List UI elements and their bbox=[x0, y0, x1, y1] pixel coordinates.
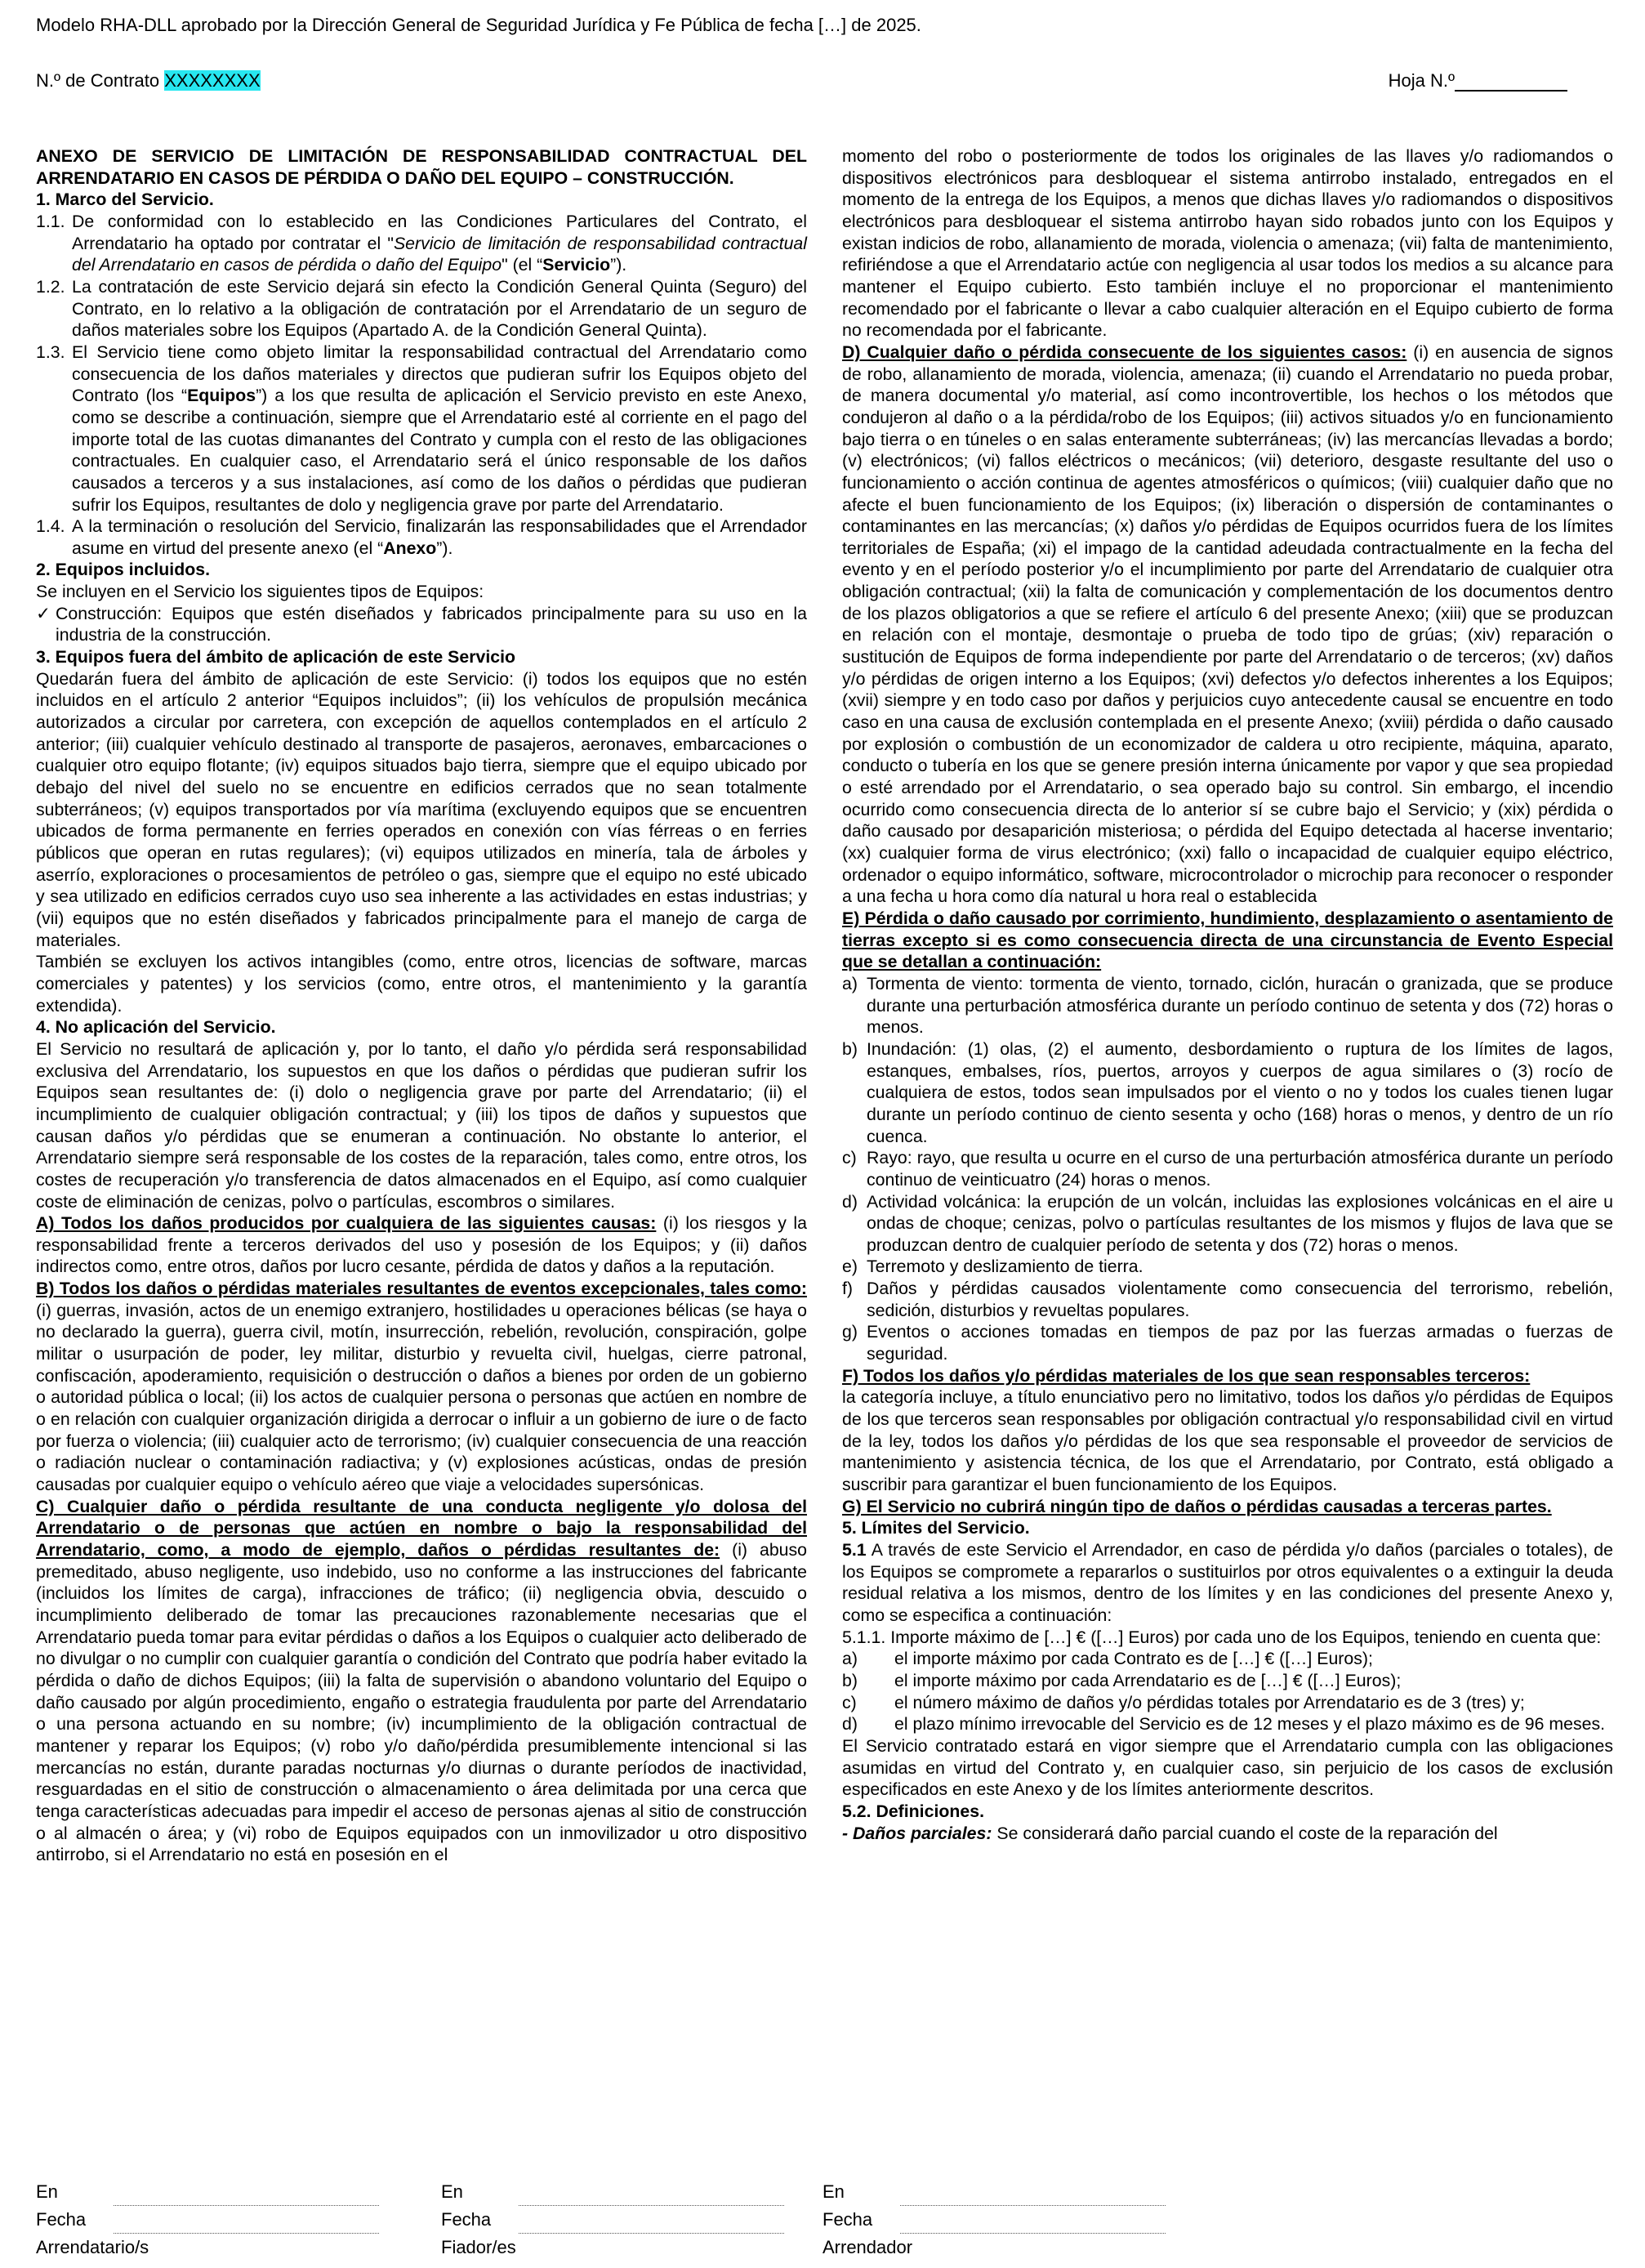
date-field[interactable] bbox=[900, 2215, 1166, 2234]
list-item bbox=[842, 1147, 1613, 1190]
clause-text: La contratación de este Servicio dejará sin efecto la Condición General Quinta (Seguro) del Contrato, en lo relativo a la obligación de contratación por el Arrendatario de un seguro de daños materiales sobre los Equipos (Apartado A. de la Condición General Quinta). bbox=[72, 276, 807, 341]
defined-term: Servicio bbox=[542, 255, 611, 275]
definition-text: Se considerará daño parcial cuando el coste de la reparación del bbox=[992, 1823, 1498, 1843]
list-text: Daños y pérdidas causados violentamente como consecuencia del terrorismo, rebelión, sedición, disturbios y revueltas populares. bbox=[867, 1279, 1613, 1320]
section-3-paragraph-2: También se excluyen los activos intangibles (como, entre otros, licencias de software, marcas comerciales y patentes) y los servicios (como, entre otros, el mantenimiento y la garantía extendida). bbox=[36, 952, 807, 1016]
clause-number: 1.3. bbox=[36, 342, 65, 362]
clause-5-1-1: 5.1.1. Importe máximo de […] € ([…] Euros) por cada uno de los Equipos, teniendo en cuenta que: bbox=[842, 1627, 1602, 1647]
item-text: Construcción: Equipos que estén diseñados y fabricados principalmente para su uso en la industria de la construcción. bbox=[56, 603, 807, 645]
list-text: Actividad volcánica: la erupción de un volcán, incluidas las explosiones volcánicas en el aire u ondas de choque; cenizas, polvo o partículas resultantes de los mismos y flujos de lava que se produzcan dentro de cualquier período de setenta y dos (72) horas o menos. bbox=[867, 1191, 1613, 1255]
defined-term: - Daños parciales: bbox=[842, 1823, 992, 1843]
contract-label: N.º de Contrato bbox=[36, 70, 165, 91]
exclusion-a bbox=[36, 1212, 807, 1278]
clause-1-1 bbox=[36, 211, 807, 276]
list-item bbox=[842, 1321, 1613, 1364]
list-marker: f) bbox=[842, 1279, 854, 1299]
clause-1-3 bbox=[36, 342, 807, 516]
list-text: Rayo: rayo, que resulta u ocurre en el curso de una perturbación atmosférica durante un período continuo de veinticuatro (24) horas o menos. bbox=[867, 1148, 1613, 1190]
list-item bbox=[842, 1648, 1613, 1670]
exclusion-c-text: (i) abuso premeditado, abuso negligente, uso indebido, uso no conforme a las instrucciones del fabricante (incluidos los límites de carga), infracciones de tráfico; (ii) negligencia obvia, descuido o incumplimiento deliberado de tomar las precauciones razonablemente necesarias que el Arrendatario pueda tomar para evitar pérdidas o daños a los Equipos o cualquier acto deliberado de no divulgar o no cumplir con cualquier garantía o condición del Contrato que podría haber evitado la pérdida o daño de dichos Equipos; (iii) la falta de supervisión o abandono voluntario del Equipo o daño causado por algún procedimiento, engaño o estrategia fraudulenta por parte del Arrendatario o una persona actuando en su nombre; (iv) incumplimiento de la obligación contractual de mantener y reparar los Equipos; (v) robo y/o daño/pérdida presumiblemente intencional si las mercancías no están, durante paradas nocturnas y/o diurnas o durante períodos de inactividad, resguardadas en el sitio de construcción o almacenamiento o área delimitada por una cerca que tenga características adecuadas para impedir el acceso de personas ajenas al sitio de construcción o al almacén o área; y (vi) robo de Equipos equipados con un inmovilizador u otro dispositivo antirrobo, si el Arrendatario no está en posesión en el bbox=[36, 1540, 807, 1865]
date-label: Fecha bbox=[822, 2209, 873, 2230]
right-column bbox=[842, 145, 1613, 1844]
left-column bbox=[36, 145, 807, 1866]
signature-block-lessor bbox=[822, 2178, 1166, 2261]
clause-5-2-heading: 5.2. Definiciones. bbox=[842, 1801, 984, 1821]
list-item bbox=[842, 1692, 1613, 1714]
clause-text: ”). bbox=[610, 255, 627, 275]
clause-number: 1.4. bbox=[36, 516, 65, 537]
special-events-list bbox=[842, 973, 1613, 1365]
list-text: el plazo mínimo irrevocable del Servicio es de 12 meses y el plazo máximo es de 96 meses. bbox=[894, 1714, 1606, 1734]
exclusion-b bbox=[36, 1278, 807, 1496]
section-5-heading: 5. Límites del Servicio. bbox=[842, 1518, 1030, 1538]
clause-1-4 bbox=[36, 516, 807, 559]
signatory-label: Fiador/es bbox=[441, 2237, 516, 2257]
signature-block-lessee bbox=[36, 2178, 379, 2261]
clause-5-1 bbox=[842, 1539, 1613, 1627]
section-5-paragraph: El Servicio contratado estará en vigor siempre que el Arrendatario cumpla con las obligaciones asumidas en virtud del Contrato y, en cualquier caso, sin perjuicio de los casos de exclusión especificados en este Anexo y de los límites anteriormente descritos. bbox=[842, 1735, 1613, 1800]
list-marker: a) bbox=[842, 1649, 858, 1669]
exclusion-c bbox=[36, 1496, 807, 1866]
exclusion-d-text: (i) en ausencia de signos de robo, allanamiento de morada, violencia, amenaza; (ii) cuando el Arrendatario no pueda probar, de manera documental y/o material, así como incontrovertible, los hechos o los métodos que condujeron al daño o a la pérdida/robo de los Equipos; (iii) activos situados y/o en funcionamiento bajo tierra o en túneles o en salas enteramente subterráneas; (iv) las mercancías llevadas a bordo; (v) electrónicos; (vi) fallos eléctricos o mecánicos; (vii) deterioro, desgaste resultante del uso o funcionamiento o acción continua de agentes atmosféricos o químicos; (viii) cualquier daño que no afecte el buen funcionamiento de los Equipos; (ix) liberación o dispersión de contaminantes o contaminantes en las mercancías; (x) daños y/o pérdidas de Equipos ocurridos fuera de los límites territoriales de España; (xi) el impago de la cantidad adeudada contractualmente en la fecha del evento y en el período posterior y/o el incumplimiento por parte del Arrendatario de cualquier otra obligación contractual; (xii) la falta de comunicación y complementación de los documentos dentro de los plazos obligatorios a que se refiere el artículo 6 del presente Anexo; (xiii) que se produzcan en relación con el montaje, desmontaje o prueba de todo tipo de grúas; (xiv) reparación o sustitución de Equipos de forma independiente por parte del Arrendatario o de terceros; (xv) daños y/o pérdidas de origen interno a los Equipos; (xvi) defectos y/o defectos inherentes a los Equipos; (xvii) siempre y en todo caso por daños y perjuicios cuyo antecedente causal se encuentre en todo caso en una causa de exclusión contemplada en el presente Anexo; (xviii) pérdida o daño causado por explosión o combustión de un economizador de caldera u otro recipiente, máquina, aparato, conducto o tubería en los que se genere presión interna únicamente por vapor y que sea propiedad o esté arrendado por el Arrendatario, o sea operado bajo su control. Sin embargo, el incendio ocurrido como consecuencia directa de lo anterior sí se cubre bajo el Servicio; y (xix) pérdida o daño causado por desaparición misteriosa; o pérdida del Equipo detectada al hacerse inventario; (xx) cualquier forma de virus electrónico; (xxi) fallo o incapacidad de cualquier equipo eléctrico, ordenador o equipo informático, software, microcontrolador o microchip para reconocer o responder a una fecha u hora como día natural u hora real o establecida bbox=[842, 342, 1613, 907]
list-marker: c) bbox=[842, 1148, 857, 1168]
date-field[interactable] bbox=[114, 2215, 379, 2234]
exclusion-a-text: (i) los riesgos y la responsabilidad frente a terceros derivados del uso y posesión de los Equipos; y (ii) daños indirectos como, entre otros, daños por lucro cesante, pérdida de datos y daños a la reputación. bbox=[36, 1213, 807, 1277]
list-item bbox=[842, 973, 1613, 1038]
list-text: Eventos o acciones tomadas en tiempos de paz por las fuerzas armadas o fuerzas de seguridad. bbox=[867, 1322, 1613, 1364]
clause-text: " (el “ bbox=[502, 255, 543, 275]
list-marker: g) bbox=[842, 1322, 858, 1342]
list-marker: d) bbox=[842, 1191, 858, 1212]
exclusion-c-heading: C) Cualquier daño o pérdida resultante de una conducta negligente y/o dolosa del Arrendatario o de personas que actúen en nombre o bajo la responsabilidad del Arrendatario, como, a modo de ejemplo, daños o pérdidas resultantes de: bbox=[36, 1496, 807, 1560]
place-field[interactable] bbox=[519, 2187, 784, 2206]
exclusion-d-heading: D) Cualquier daño o pérdida consecuente de los siguientes casos: bbox=[842, 342, 1407, 362]
exclusion-e-heading: E) Pérdida o daño causado por corrimiento, hundimiento, desplazamiento o asentamiento de tierras excepto si es como consecuencia directa de una circunstancia de Evento Especial que se detallan a continuación: bbox=[842, 908, 1613, 972]
exclusion-b-heading: B) Todos los daños o pérdidas materiales resultantes de eventos excepcionales, tales como: bbox=[36, 1279, 807, 1299]
place-label: En bbox=[822, 2181, 845, 2202]
list-marker: b) bbox=[842, 1038, 858, 1059]
section-2-heading: 2. Equipos incluidos. bbox=[36, 560, 210, 580]
sheet-blank-line bbox=[1455, 74, 1567, 92]
place-field[interactable] bbox=[900, 2187, 1166, 2206]
list-text: el número máximo de daños y/o pérdidas totales por Arrendatario es de 3 (tres) y; bbox=[894, 1692, 1525, 1712]
checkmark-icon: ✓ bbox=[36, 603, 51, 623]
partial-damage-definition bbox=[842, 1823, 1613, 1845]
exclusion-f-heading: F) Todos los daños y/o pérdidas materiales de los que sean responsables terceros: bbox=[842, 1365, 1531, 1386]
section-2-intro: Se incluyen en el Servicio los siguientes tipos de Equipos: bbox=[36, 582, 484, 602]
contract-number bbox=[36, 70, 261, 92]
clause-text: De conformidad con lo establecido en las Condiciones Particulares del Contrato, el Arrendatario ha optado por contratar el " bbox=[72, 211, 807, 253]
limits-list bbox=[842, 1648, 1613, 1735]
section-3-paragraph-1: Quedarán fuera del ámbito de aplicación de este Servicio: (i) todos los equipos que no estén incluidos en el artículo 2 anterior “Equipos incluidos”; (ii) los vehículos de propulsión mecánica autorizados a circular por carretera, con excepción de aquellos contemplados en el artículo 2 anterior; (iii) cualquier vehículo destinado al transporte de pasajeros, aeronaves, embarcaciones o cualquier otro equipo flotante; (iv) equipos situados bajo tierra, siempre que el equipo ubicado por debajo del nivel del suelo no se encuentre en edificios cerrados que no sean totalmente subterráneos; (v) equipos transportados por vía marítima (excluyendo equipos que se encuentren ubicados de forma permanente en ferries operados en conexión con vías férreas o en ferries públicos que operan en rutas regulares); (vi) equipos utilizados en minería, tala de árboles y aserrío, exploraciones o procesamientos de petróleo o gas, siempre que el equipo no esté ubicado y sea utilizado en edificios cerrados cuyo uso sea inherente a las actividades en estas industrias; y (vii) equipos que no estén diseñados y fabricados principalmente para el manejo de carga de materiales. bbox=[36, 668, 807, 950]
section-3-heading: 3. Equipos fuera del ámbito de aplicación de este Servicio bbox=[36, 647, 516, 667]
clause-text: ”) a los que resulta de aplicación el Servicio previsto en este Anexo, como se describe a continuación, siempre que el Arrendatario esté al corriente en el pago del importe total de las cuotas dimanantes del Contrato y cumpla con el resto de las obligaciones contractuales. En cualquier caso, el Arrendatario será el único responsable de los daños causados a terceros y a sus instalaciones, así como de los daños o pérdidas que pudieran sufrir los Equipos, resultantes de dolo y negligencia grave por parte del Arrendatario. bbox=[72, 386, 807, 515]
clause-text: A través de este Servicio el Arrendador, en caso de pérdida y/o daños (parciales o totales), de los Equipos se compromete a repararlos o sustituirlos por otros equivalentes o a extinguir la deuda residual relativa a los mismos, dentro de los límites y en las condiciones del presente Anexo y, como se especifica a continuación: bbox=[842, 1540, 1613, 1625]
exclusion-f-text: la categoría incluye, a título enunciativo pero no limitativo, todos los daños y/o pérdidas de Equipos de los que terceros sean responsables por obligación contractual y/o responsabilidad civil en virtud de la ley, todos los daños y/o pérdidas de los que sea responsable el proveedor de servicios de mantenimiento y asistencia técnica, de los que el Arrendatario, por Contrato, está obligado a suscribir para garantizar el buen funcionamiento de los Equipos. bbox=[842, 1387, 1613, 1495]
model-approval-line: Modelo RHA-DLL aprobado por la Dirección General de Seguridad Jurídica y Fe Pública de fecha […] de 2025. bbox=[36, 15, 921, 35]
exclusion-d bbox=[842, 342, 1613, 908]
place-label: En bbox=[441, 2181, 463, 2202]
clause-text: El Servicio tiene como objeto limitar la responsabilidad contractual del Arrendatario como consecuencia de los daños materiales y directos que pudieran sufrir los Equipos objeto del Contrato (los “ bbox=[72, 342, 807, 406]
clause-text: ”). bbox=[436, 538, 453, 558]
date-field[interactable] bbox=[519, 2215, 784, 2234]
list-text: Tormenta de viento: tormenta de viento, tornado, ciclón, huracán o granizada, que se produce durante una perturbación atmosférica durante un período continuo de setenta y dos (72) horas o menos. bbox=[867, 973, 1613, 1038]
place-label: En bbox=[36, 2181, 58, 2202]
list-item bbox=[842, 1038, 1613, 1147]
list-marker: a) bbox=[842, 973, 858, 993]
list-item bbox=[842, 1256, 1613, 1278]
list-item bbox=[842, 1191, 1613, 1257]
section-4-heading: 4. No aplicación del Servicio. bbox=[36, 1017, 276, 1038]
clause-number: 5.1 bbox=[842, 1540, 867, 1560]
annex-title: ANEXO DE SERVICIO DE LIMITACIÓN DE RESPONSABILIDAD CONTRACTUAL DEL ARRENDATARIO EN CASOS DE PÉRDIDA O DAÑO DEL EQUIPO – CONSTRUCCIÓN. bbox=[36, 146, 807, 188]
defined-term: Equipos bbox=[187, 386, 256, 406]
list-marker: b) bbox=[842, 1670, 858, 1690]
signatory-label: Arrendador bbox=[822, 2237, 913, 2257]
date-label: Fecha bbox=[36, 2209, 87, 2230]
signatory-label: Arrendatario/s bbox=[36, 2237, 149, 2257]
list-marker: c) bbox=[842, 1692, 857, 1712]
exclusion-a-heading: A) Todos los daños producidos por cualquiera de las siguientes causas: bbox=[36, 1213, 657, 1234]
place-field[interactable] bbox=[114, 2187, 379, 2206]
included-equipment-item bbox=[36, 603, 807, 646]
exclusion-b-text: (i) guerras, invasión, actos de un enemigo extranjero, hostilidades u operaciones bélicas (se haya o no declarado la guerra), guerra civil, motín, insurrección, rebelión, revolución, conspiración, golpe militar o usurpación de poder, ley militar, disturbio y revuelta civil, huelgas, cierre patronal, confiscación, apoderamiento, requisición o destrucción o daños a bienes por orden de un gobierno o autoridad pública o local; (ii) los actos de cualquier persona o personas que actúen en nombre de o en relación con cualquier organización dirigida a derrocar o influir a un gobierno de iure o de facto por fuerza o violencia; (iii) cualquier acto de terrorismo; (iv) cualquier consecuencia de una reacción o radiación nuclear o contaminación radiactiva; y (v) explosiones acústicas, ondas de presión causadas por cualquier equipo o vehículo aéreo que viaje a velocidades supersónicas. bbox=[36, 1300, 807, 1495]
list-item bbox=[842, 1278, 1613, 1321]
exclusion-g-heading: G) El Servicio no cubrirá ningún tipo de daños o pérdidas causadas a terceras partes. bbox=[842, 1496, 1552, 1516]
date-label: Fecha bbox=[441, 2209, 492, 2230]
list-text: el importe máximo por cada Arrendatario es de […] € ([…] Euros); bbox=[894, 1670, 1402, 1690]
sheet-label: Hoja N.º bbox=[1388, 70, 1455, 91]
clause-number: 1.2. bbox=[36, 276, 65, 297]
list-marker: e) bbox=[842, 1257, 858, 1277]
section-4-paragraph: El Servicio no resultará de aplicación y, por lo tanto, el daño y/o pérdida será responsabilidad exclusiva del Arrendatario, los supuestos en que los daños o pérdidas que pudieran sufrir los Equipos sean resultantes de: (i) dolo o negligencia grave por parte del Arrendatario; (ii) el incumplimiento de cualquier obligación contractual; y (iii) los tipos de daños y supuestos que causan daños y/o pérdidas que se enumeran a continuación. No obstante lo anterior, el Arrendatario siempre será responsable de los costes de la reparación, tales como, entre otros, los costes de recuperación y/o transferencia de datos almacenados en el Equipo, así como cualquier coste de eliminación de cenizas, polvo o partículas, escombros o similares. bbox=[36, 1038, 807, 1212]
clause-text: A la terminación o resolución del Servicio, finalizarán las responsabilidades que el Arrendador asume en virtud del presente anexo (el “ bbox=[72, 516, 807, 558]
signature-block-guarantor bbox=[441, 2178, 784, 2261]
clause-number: 1.1. bbox=[36, 211, 65, 231]
section-1-heading: 1. Marco del Servicio. bbox=[36, 190, 214, 210]
clause-1-2 bbox=[36, 276, 807, 342]
list-text: Terremoto y deslizamiento de tierra. bbox=[867, 1257, 1143, 1277]
list-text: el importe máximo por cada Contrato es de […] € ([…] Euros); bbox=[894, 1649, 1373, 1669]
list-marker: d) bbox=[842, 1714, 858, 1734]
contract-value-highlighted: XXXXXXXX bbox=[164, 70, 261, 91]
list-item bbox=[842, 1713, 1613, 1735]
sheet-number bbox=[1389, 70, 1567, 92]
list-item bbox=[842, 1670, 1613, 1692]
list-text: Inundación: (1) olas, (2) el aumento, desbordamiento o ruptura de los límites de lagos, estanques, embalses, ríos, puertos, arroyos y cuerpos de agua similares o (3) rocío de cualquiera de estos, todos sean impulsados por el viento o no y todos los cuales tienen lugar durante un período continuo de ciento sesenta y ocho (168) horas o menos, y dentro de un río cuenca. bbox=[867, 1038, 1613, 1146]
defined-term: Anexo bbox=[383, 538, 437, 558]
exclusion-c-continued: momento del robo o posteriormente de todos los originales de las llaves y/o radiomandos o dispositivos electrónicos para desbloquear el sistema antirrobo instalado, entregados en el momento de la entrega de los Equipos, a menos que dichas llaves y/o radiomandos o dispositivos electrónicos para desbloquear el sistema antirrobo hayan sido robados junto con los Equipos y existan indicios de robo, allanamiento de morada, violencia o amenaza; (vii) falta de mantenimiento, refiriéndose a que el Arrendatario actúe con negligencia al usar todos los medios a su alcance para mantener el Equipo cubierto. Esto también incluye el no proporcionar el mantenimiento recomendado por el fabricante o llevar a cabo cualquier alteración en el Equipo cubierto de forma no recomendada por el fabricante. bbox=[842, 146, 1613, 341]
service-name-italic: Servicio de limitación de responsabilidad contractual del Arrendatario en casos de pérdida o daño del Equipo bbox=[72, 233, 807, 275]
